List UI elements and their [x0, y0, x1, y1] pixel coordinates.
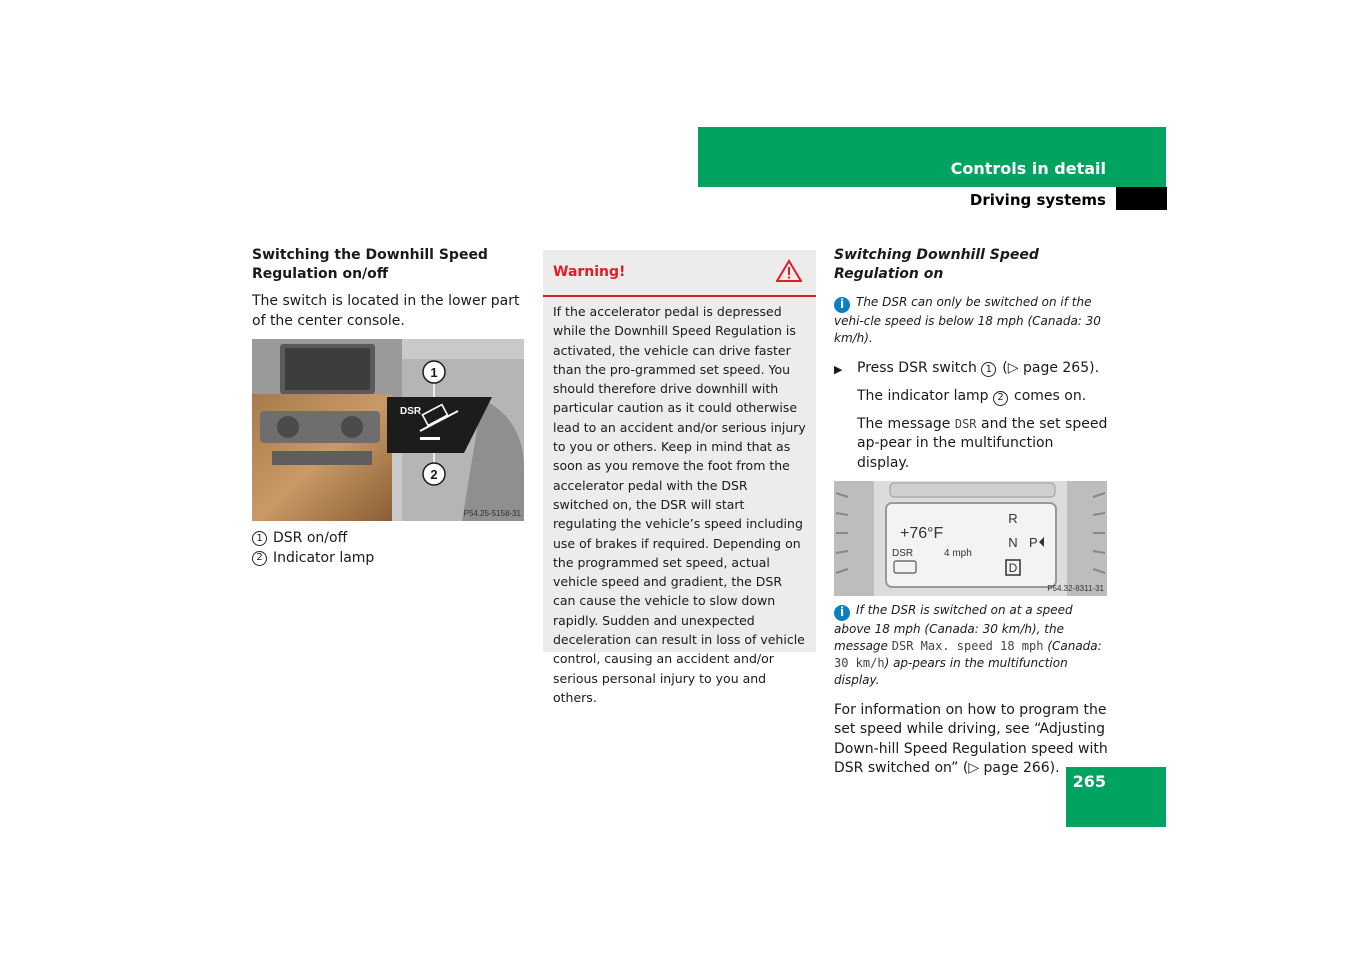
step-bullet-icon: ▶ — [834, 362, 843, 376]
warning-triangle-icon — [776, 259, 802, 283]
warning-title: Warning! — [553, 264, 626, 280]
section-marker — [1116, 187, 1167, 210]
chapter-title: Controls in detail — [950, 159, 1106, 178]
display-speed: 4 mph — [944, 548, 972, 559]
callout-number: 2 — [993, 391, 1008, 406]
display-temperature: +76°F — [900, 525, 944, 542]
callout-2 — [423, 463, 445, 485]
center-console-figure — [252, 339, 524, 521]
figure-code: P54.25-5158-31 — [463, 509, 521, 518]
info-icon: i — [834, 605, 850, 621]
callout-number: 1 — [981, 362, 996, 377]
gear-p: P — [1029, 535, 1038, 550]
legend-item — [252, 549, 524, 569]
subsection-heading: Switching Downhill Speed Regulation on — [834, 247, 1039, 282]
gear-d: D — [1008, 561, 1018, 575]
display-message-code: 30 km/h — [834, 655, 885, 670]
legend-number: 1 — [252, 531, 267, 546]
instruction-step: ▶ Press DSR switch 1 (▷ page 265). — [834, 359, 1108, 380]
svg-text:1: 1 — [430, 365, 438, 380]
header-band — [698, 127, 1166, 187]
instrument-cluster-figure — [834, 481, 1107, 596]
svg-text:2: 2 — [430, 467, 438, 482]
info-note: i The DSR can only be switched on if the vehi-cle speed is below 18 mph (Canada: 30 km/h). — [834, 295, 1101, 345]
info-icon: i — [834, 297, 850, 313]
gear-r: R — [1008, 511, 1018, 526]
step-result: The indicator lamp 2 comes on. — [857, 388, 1087, 404]
right-column — [834, 246, 1108, 787]
figure-dsr-label: DSR — [400, 406, 422, 417]
step-message: The message DSR and the set speed ap-pear in the multifunction display. — [857, 415, 1108, 471]
left-column — [252, 246, 524, 568]
section-title: Driving systems — [969, 191, 1106, 209]
legend-label: DSR on/off — [273, 530, 348, 546]
gear-n: N — [1008, 535, 1018, 550]
display-message-code: DSR — [954, 416, 977, 431]
figure-legend — [252, 529, 524, 568]
info-note: i If the DSR is switched on at a speed above 18 mph (Canada: 30 km/h), the message DSR Max. speed 18 mph (Canada: 30 km/h) ap-pears in the multifunction display. — [834, 603, 1102, 687]
page-number: 265 — [1072, 772, 1106, 791]
legend-number: 2 — [252, 551, 267, 566]
intro-text: The switch is located in the lower part of the center console. — [252, 293, 520, 329]
legend-label: Indicator lamp — [273, 549, 375, 566]
display-message-code: DSR Max. speed 18 mph — [891, 638, 1044, 653]
warning-header — [543, 250, 816, 297]
figure-code: P54.32-8311-31 — [1047, 584, 1104, 593]
legend-item — [252, 529, 524, 549]
callout-1 — [423, 361, 445, 383]
warning-text: If the accelerator pedal is depressed while the Downhill Speed Regulation is activated, the vehicle can drive faster than the pro-grammed set speed. You should therefore drive downhill with particular caution as it could otherwise lead to an accident and/or serious injury to you or others. Keep in mind that as soon as you remove the foot from the accelerator pedal with the DSR switched on, the DSR will start regulating the vehicle’s speed including use of brakes if required. Depending on the programmed set speed, actual vehicle speed and gradient, the DSR can cause the vehicle to slow down rapidly. Sudden and unexpected deceleration can result in loss of vehicle control, causing an accident and/or serious personal injury to you and others. — [553, 304, 806, 705]
warning-box — [543, 250, 816, 705]
display-dsr-label: DSR — [892, 548, 914, 559]
closing-text: For information on how to program the set speed while driving, see “Adjusting Down-hill Speed Regulation speed with DSR switched on” (▷ page 266). — [834, 701, 1108, 776]
section-heading: Switching the Downhill Speed Regulation on/off — [252, 247, 488, 282]
